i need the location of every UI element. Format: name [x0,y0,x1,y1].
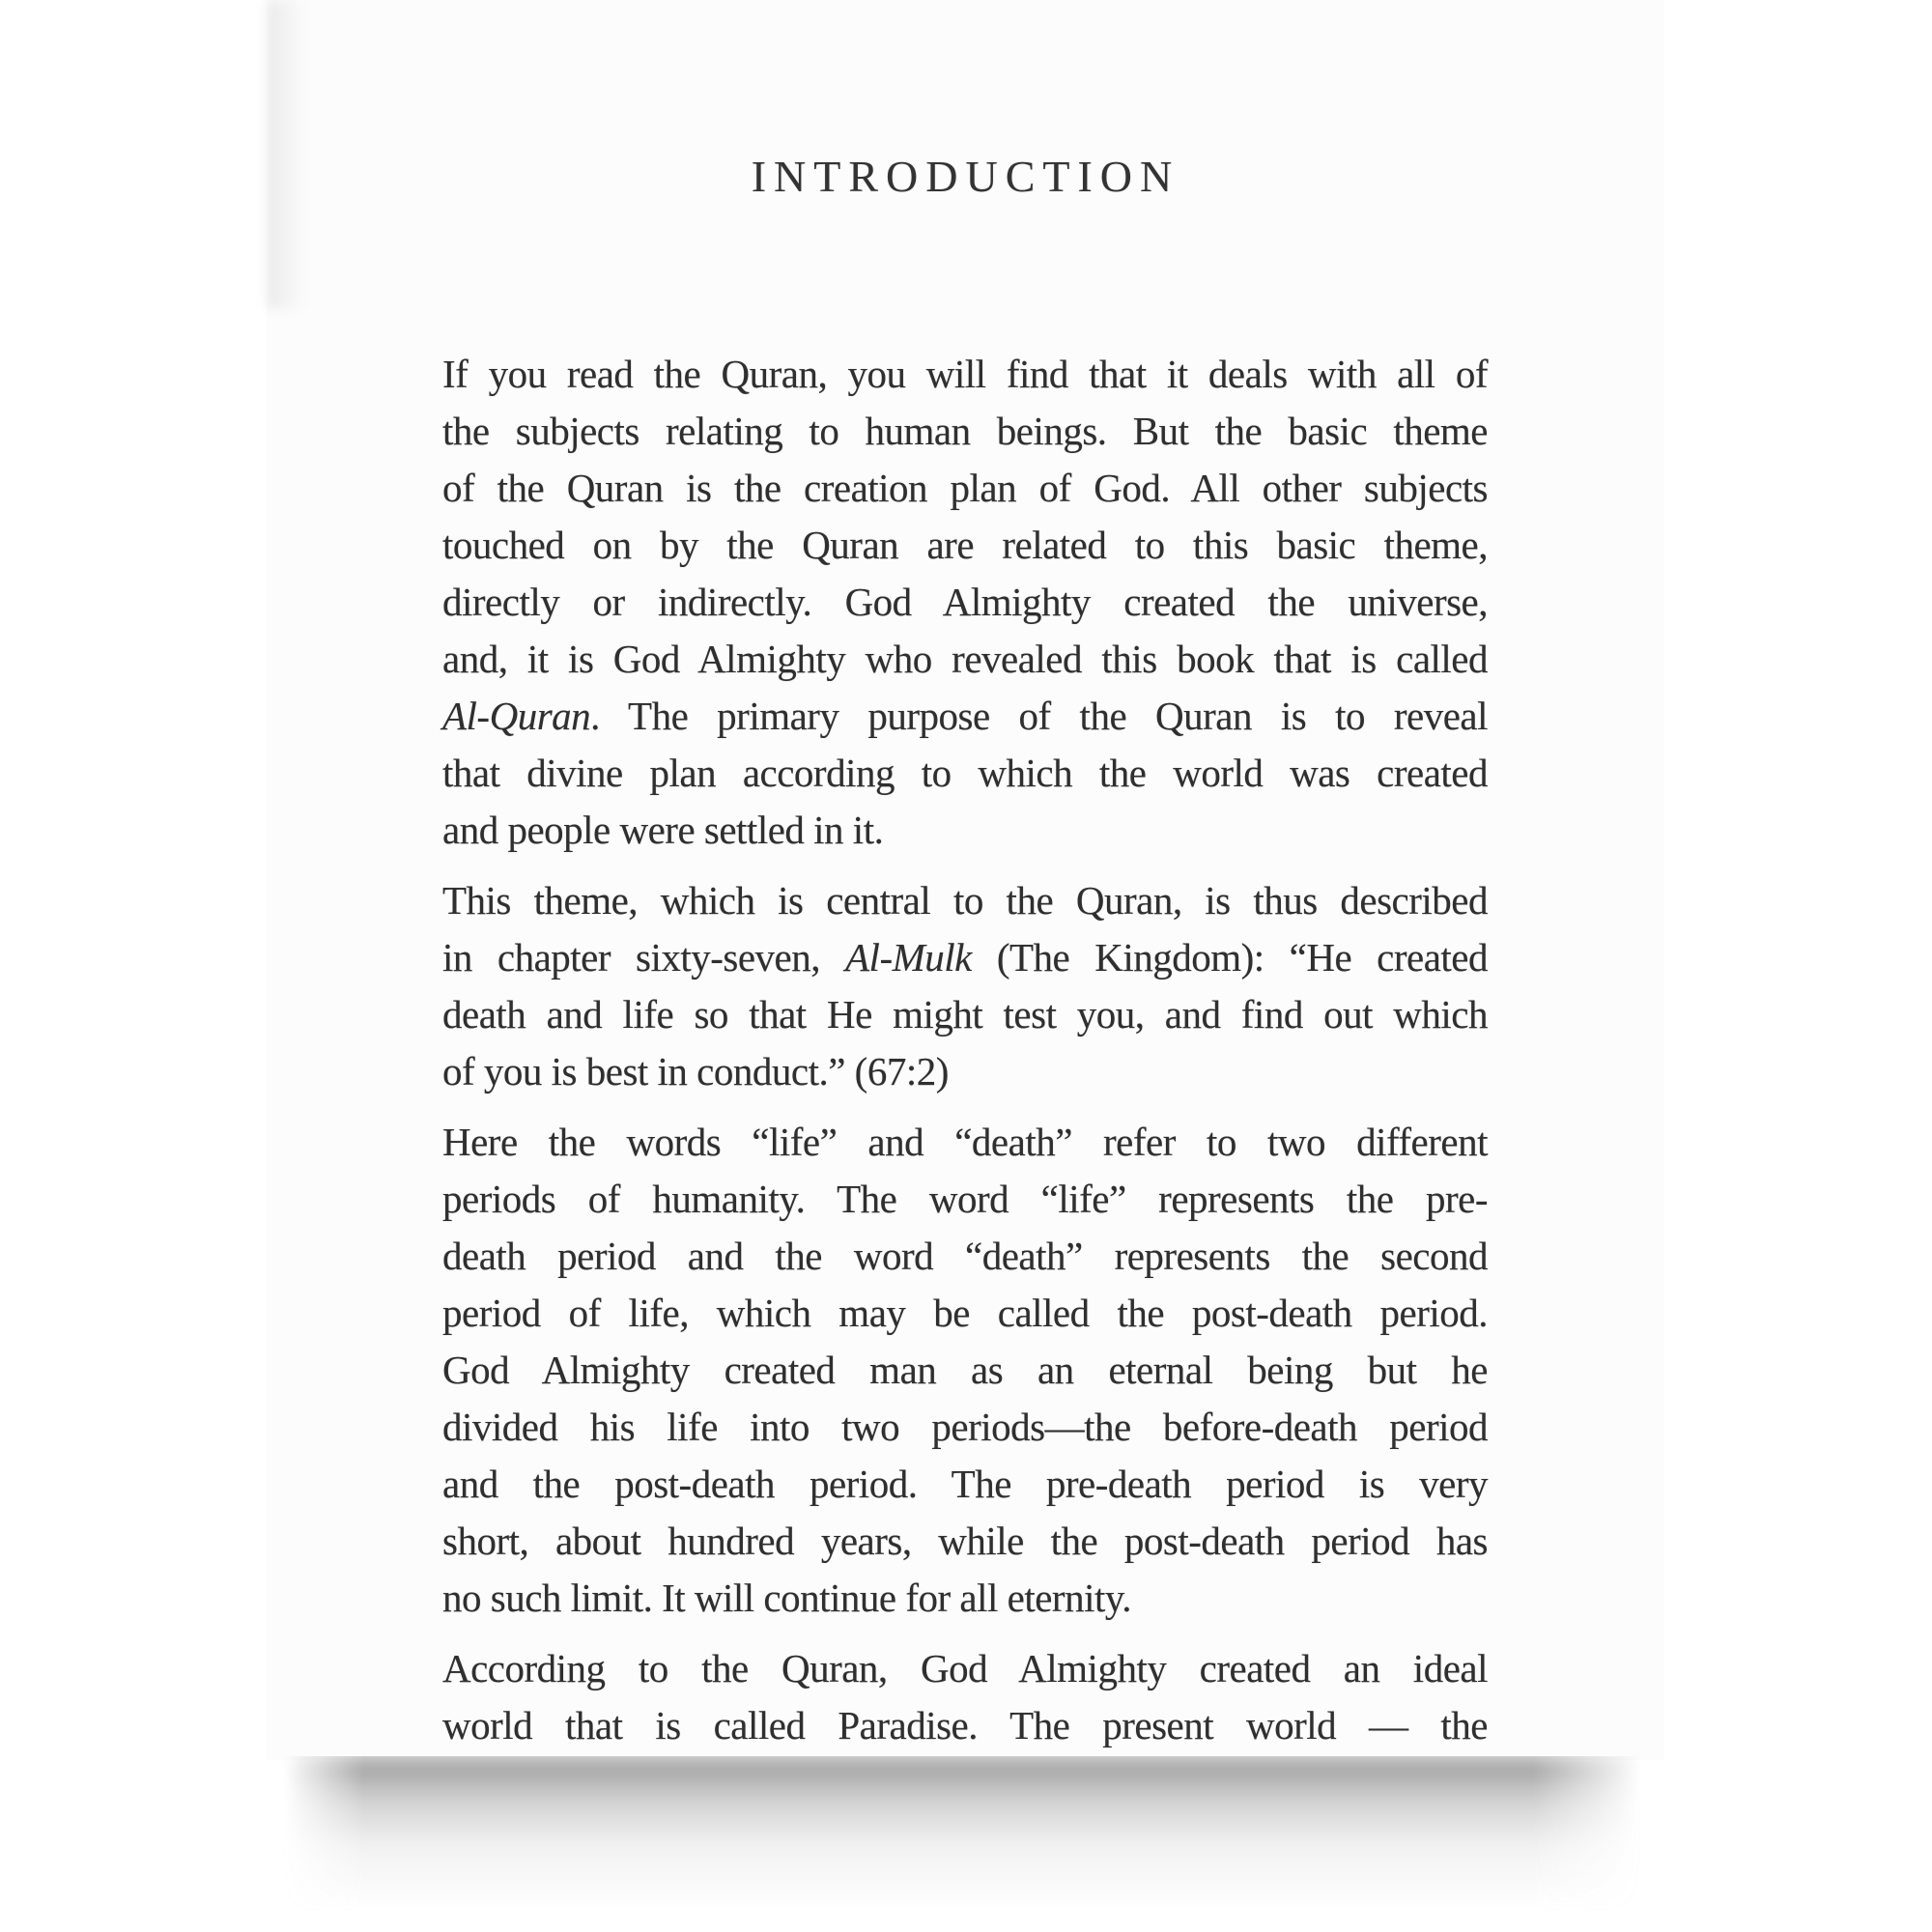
text-line [442,1640,1488,1697]
italic-text-segment: Al-Mulk [845,935,972,980]
paragraph [442,1640,1488,1754]
text-line [442,403,1488,460]
text-line [442,631,1488,688]
text-segment: the subjects relating to human beings. But the basic theme [442,409,1488,453]
text-segment: and, it is God Almighty who revealed this book that is called [442,637,1488,681]
text-line [442,1114,1488,1171]
text-line [442,802,1488,859]
text-segment: According to the Quran, God Almighty created an ideal [442,1646,1488,1690]
text-segment: no such limit. It will continue for all eternity. [442,1576,1131,1620]
text-line [442,688,1488,745]
text-line [442,1513,1488,1570]
text-line [442,574,1488,631]
text-segment: . The primary purpose of the Quran is to reveal [590,694,1488,738]
text-line [442,1697,1488,1754]
text-segment: divided his life into two periods—the before-death period [442,1405,1488,1449]
chapter-title: INTRODUCTION [751,152,1180,201]
text-line [442,872,1488,929]
text-segment: period of life, which may be called the post-death period. [442,1291,1488,1335]
book-page [267,0,1664,1760]
italic-text-segment: Al-Quran [442,694,591,738]
text-segment: world that is called Paradise. The present world — the [442,1703,1488,1747]
text-segment: of you is best in conduct.” (67:2) [442,1049,949,1094]
text-line [442,929,1488,986]
text-segment: touched on by the Quran are related to this basic theme, [442,523,1488,567]
text-line [442,1228,1488,1285]
text-segment: periods of humanity. The word “life” represents the pre- [442,1177,1488,1221]
text-line [442,1399,1488,1456]
text-line [442,1043,1488,1100]
text-segment: and the post-death period. The pre-death period is very [442,1462,1488,1506]
text-segment: death period and the word “death” represents the second [442,1234,1488,1278]
text-segment: directly or indirectly. God Almighty created the universe, [442,580,1488,624]
text-line [442,1171,1488,1228]
text-line [442,1342,1488,1399]
text-segment: death and life so that He might test you, and find out which [442,992,1488,1037]
text-segment: that divine plan according to which the world was created [442,751,1488,795]
text-line [442,1570,1488,1627]
paragraph [442,872,1488,1100]
text-line [442,1456,1488,1513]
text-segment: This theme, which is central to the Quran, is thus described [442,878,1488,923]
paragraph [442,346,1488,859]
text-line [442,460,1488,517]
text-segment: God Almighty created man as an eternal being but he [442,1348,1488,1392]
text-line [442,986,1488,1043]
text-segment: Here the words “life” and “death” refer to two different [442,1120,1488,1164]
page-bottom-shadow [282,1756,1642,1911]
text-segment: short, about hundred years, while the post-death period has [442,1519,1488,1563]
text-segment: If you read the Quran, you will find that it deals with all of [442,352,1488,396]
text-line [442,517,1488,574]
text-segment: in chapter sixty-seven, [442,935,846,980]
text-line [442,346,1488,403]
text-segment: and people were settled in it. [442,808,884,852]
paragraph [442,1114,1488,1627]
text-segment: (The Kingdom): “He created [971,935,1489,980]
text-line [442,1285,1488,1342]
text-line [442,745,1488,802]
body-text [442,346,1488,1754]
text-segment: of the Quran is the creation plan of God. All other subjects [442,466,1488,510]
